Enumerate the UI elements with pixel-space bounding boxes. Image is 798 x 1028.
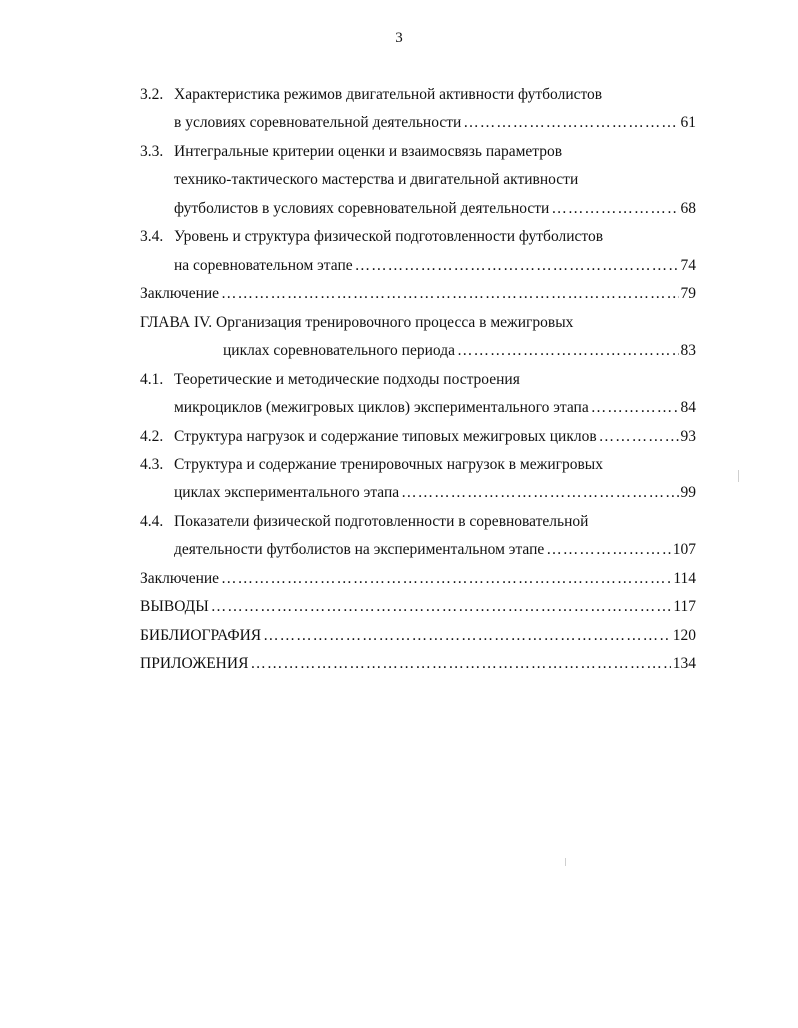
toc-chapter-4-line-2 <box>223 340 696 362</box>
toc-entry-4-4-line-1 <box>140 511 588 533</box>
toc-entry-title: циклах экспериментального этапа <box>174 484 400 501</box>
dot-leader <box>546 539 670 561</box>
toc-entry-appendices <box>140 653 696 675</box>
toc-entry-4-1-line-1 <box>140 369 520 391</box>
toc-entry-number: 4.2. <box>140 428 164 445</box>
dot-leader <box>355 255 679 277</box>
toc-entry-title: технико-тактического мастерства и двигательной активности <box>174 171 579 188</box>
toc-entry-3-4-line-2 <box>174 255 696 277</box>
toc-entry-title: в условиях соревновательной деятельности <box>174 114 462 131</box>
toc-page-number: 74 <box>680 257 696 274</box>
toc-entry-title: футболистов в условиях соревновательной деятельности <box>174 200 550 217</box>
toc-entry-number: 3.2. <box>140 86 164 103</box>
toc-entry-title: ВЫВОДЫ <box>140 598 209 615</box>
toc-entry-title: Характеристика режимов двигательной активности футболистов <box>174 86 603 103</box>
toc-entry-4-1-line-2 <box>174 397 696 419</box>
toc-entry-conclusions <box>140 596 696 618</box>
scan-artifact <box>565 858 566 866</box>
toc-entry-title: на соревновательном этапе <box>174 257 353 274</box>
toc-page-number: 84 <box>680 399 696 416</box>
toc-entry-number: 4.1. <box>140 371 164 388</box>
toc-entry-4-3-line-1 <box>140 454 603 476</box>
toc-entry-title: Уровень и структура физической подготовленности футболистов <box>174 228 604 245</box>
dot-leader <box>591 397 679 419</box>
toc-page-number: 68 <box>680 200 696 217</box>
dot-leader <box>211 596 672 618</box>
toc-entry-number: 3.4. <box>140 228 164 245</box>
toc-entry-title: ПРИЛОЖЕНИЯ <box>140 655 249 672</box>
toc-page-number: 134 <box>672 655 696 672</box>
toc-page-number: 61 <box>680 114 696 131</box>
toc-entry-3-4-line-1 <box>140 226 603 248</box>
toc-entry-title: деятельности футболистов на экспериментальном этапе <box>174 541 545 558</box>
toc-page-number: 120 <box>672 627 696 644</box>
toc-page-number: 83 <box>680 342 696 359</box>
toc-entry-title: Теоретические и методические подходы построения <box>174 371 520 388</box>
dot-leader <box>221 568 671 590</box>
toc-entry-title: БИБЛИОГРАФИЯ <box>140 627 262 644</box>
toc-entry-3-2-line-1 <box>140 84 602 106</box>
toc-page-number: 117 <box>673 598 696 615</box>
toc-page-number: 79 <box>680 285 696 302</box>
toc-entry-3-3-line-2 <box>174 169 578 191</box>
scan-artifact <box>738 470 739 482</box>
toc-entry-number: 3.3. <box>140 143 164 160</box>
toc-entry-title: Показатели физической подготовленности в соревновательной <box>174 513 589 530</box>
toc-entry-title: Структура нагрузок и содержание типовых межигровых циклов <box>174 428 597 445</box>
dot-leader <box>221 283 678 305</box>
toc-entry-number: 4.4. <box>140 513 164 530</box>
toc-entry-4-4-line-2 <box>174 539 696 561</box>
toc-entry-title: Заключение <box>140 285 220 302</box>
toc-entry-4-2 <box>140 426 696 448</box>
toc-page-number: 99 <box>680 484 696 501</box>
toc-chapter-4-line-1 <box>140 312 573 334</box>
page-number: 3 <box>395 30 403 46</box>
dot-leader <box>401 482 678 504</box>
toc-entry-3-3-line-1 <box>140 141 562 163</box>
toc-entry-3-2-line-2 <box>174 112 696 134</box>
dot-leader <box>250 653 670 675</box>
toc-entry-number: 4.3. <box>140 456 164 473</box>
toc-entry-title: Заключение <box>140 570 220 587</box>
toc-entry-3-3-line-3 <box>174 198 696 220</box>
toc-entry-conclusion-3 <box>140 283 696 305</box>
toc-entry-title: Структура и содержание тренировочных нагрузок в межигровых <box>174 456 603 473</box>
toc-entry-bibliography <box>140 625 696 647</box>
dot-leader <box>263 625 671 647</box>
toc-entry-title: циклах соревновательного периода <box>223 342 455 359</box>
toc-entry-title: ГЛАВА IV. Организация тренировочного процесса в межигровых <box>140 314 574 331</box>
toc-entry-4-3-line-2 <box>174 482 696 504</box>
dot-leader <box>463 112 678 134</box>
dot-leader <box>599 426 679 448</box>
toc-entry-conclusion-4 <box>140 568 696 590</box>
dot-leader <box>551 198 678 220</box>
toc-page-number: 114 <box>673 570 696 587</box>
toc-entry-title: микроциклов (межигровых циклов) экспериментального этапа <box>174 399 589 416</box>
toc-page-number: 107 <box>672 541 696 558</box>
dot-leader <box>457 340 679 362</box>
toc-entry-title: Интегральные критерии оценки и взаимосвязь параметров <box>174 143 563 160</box>
toc-page-number: 93 <box>680 428 696 445</box>
